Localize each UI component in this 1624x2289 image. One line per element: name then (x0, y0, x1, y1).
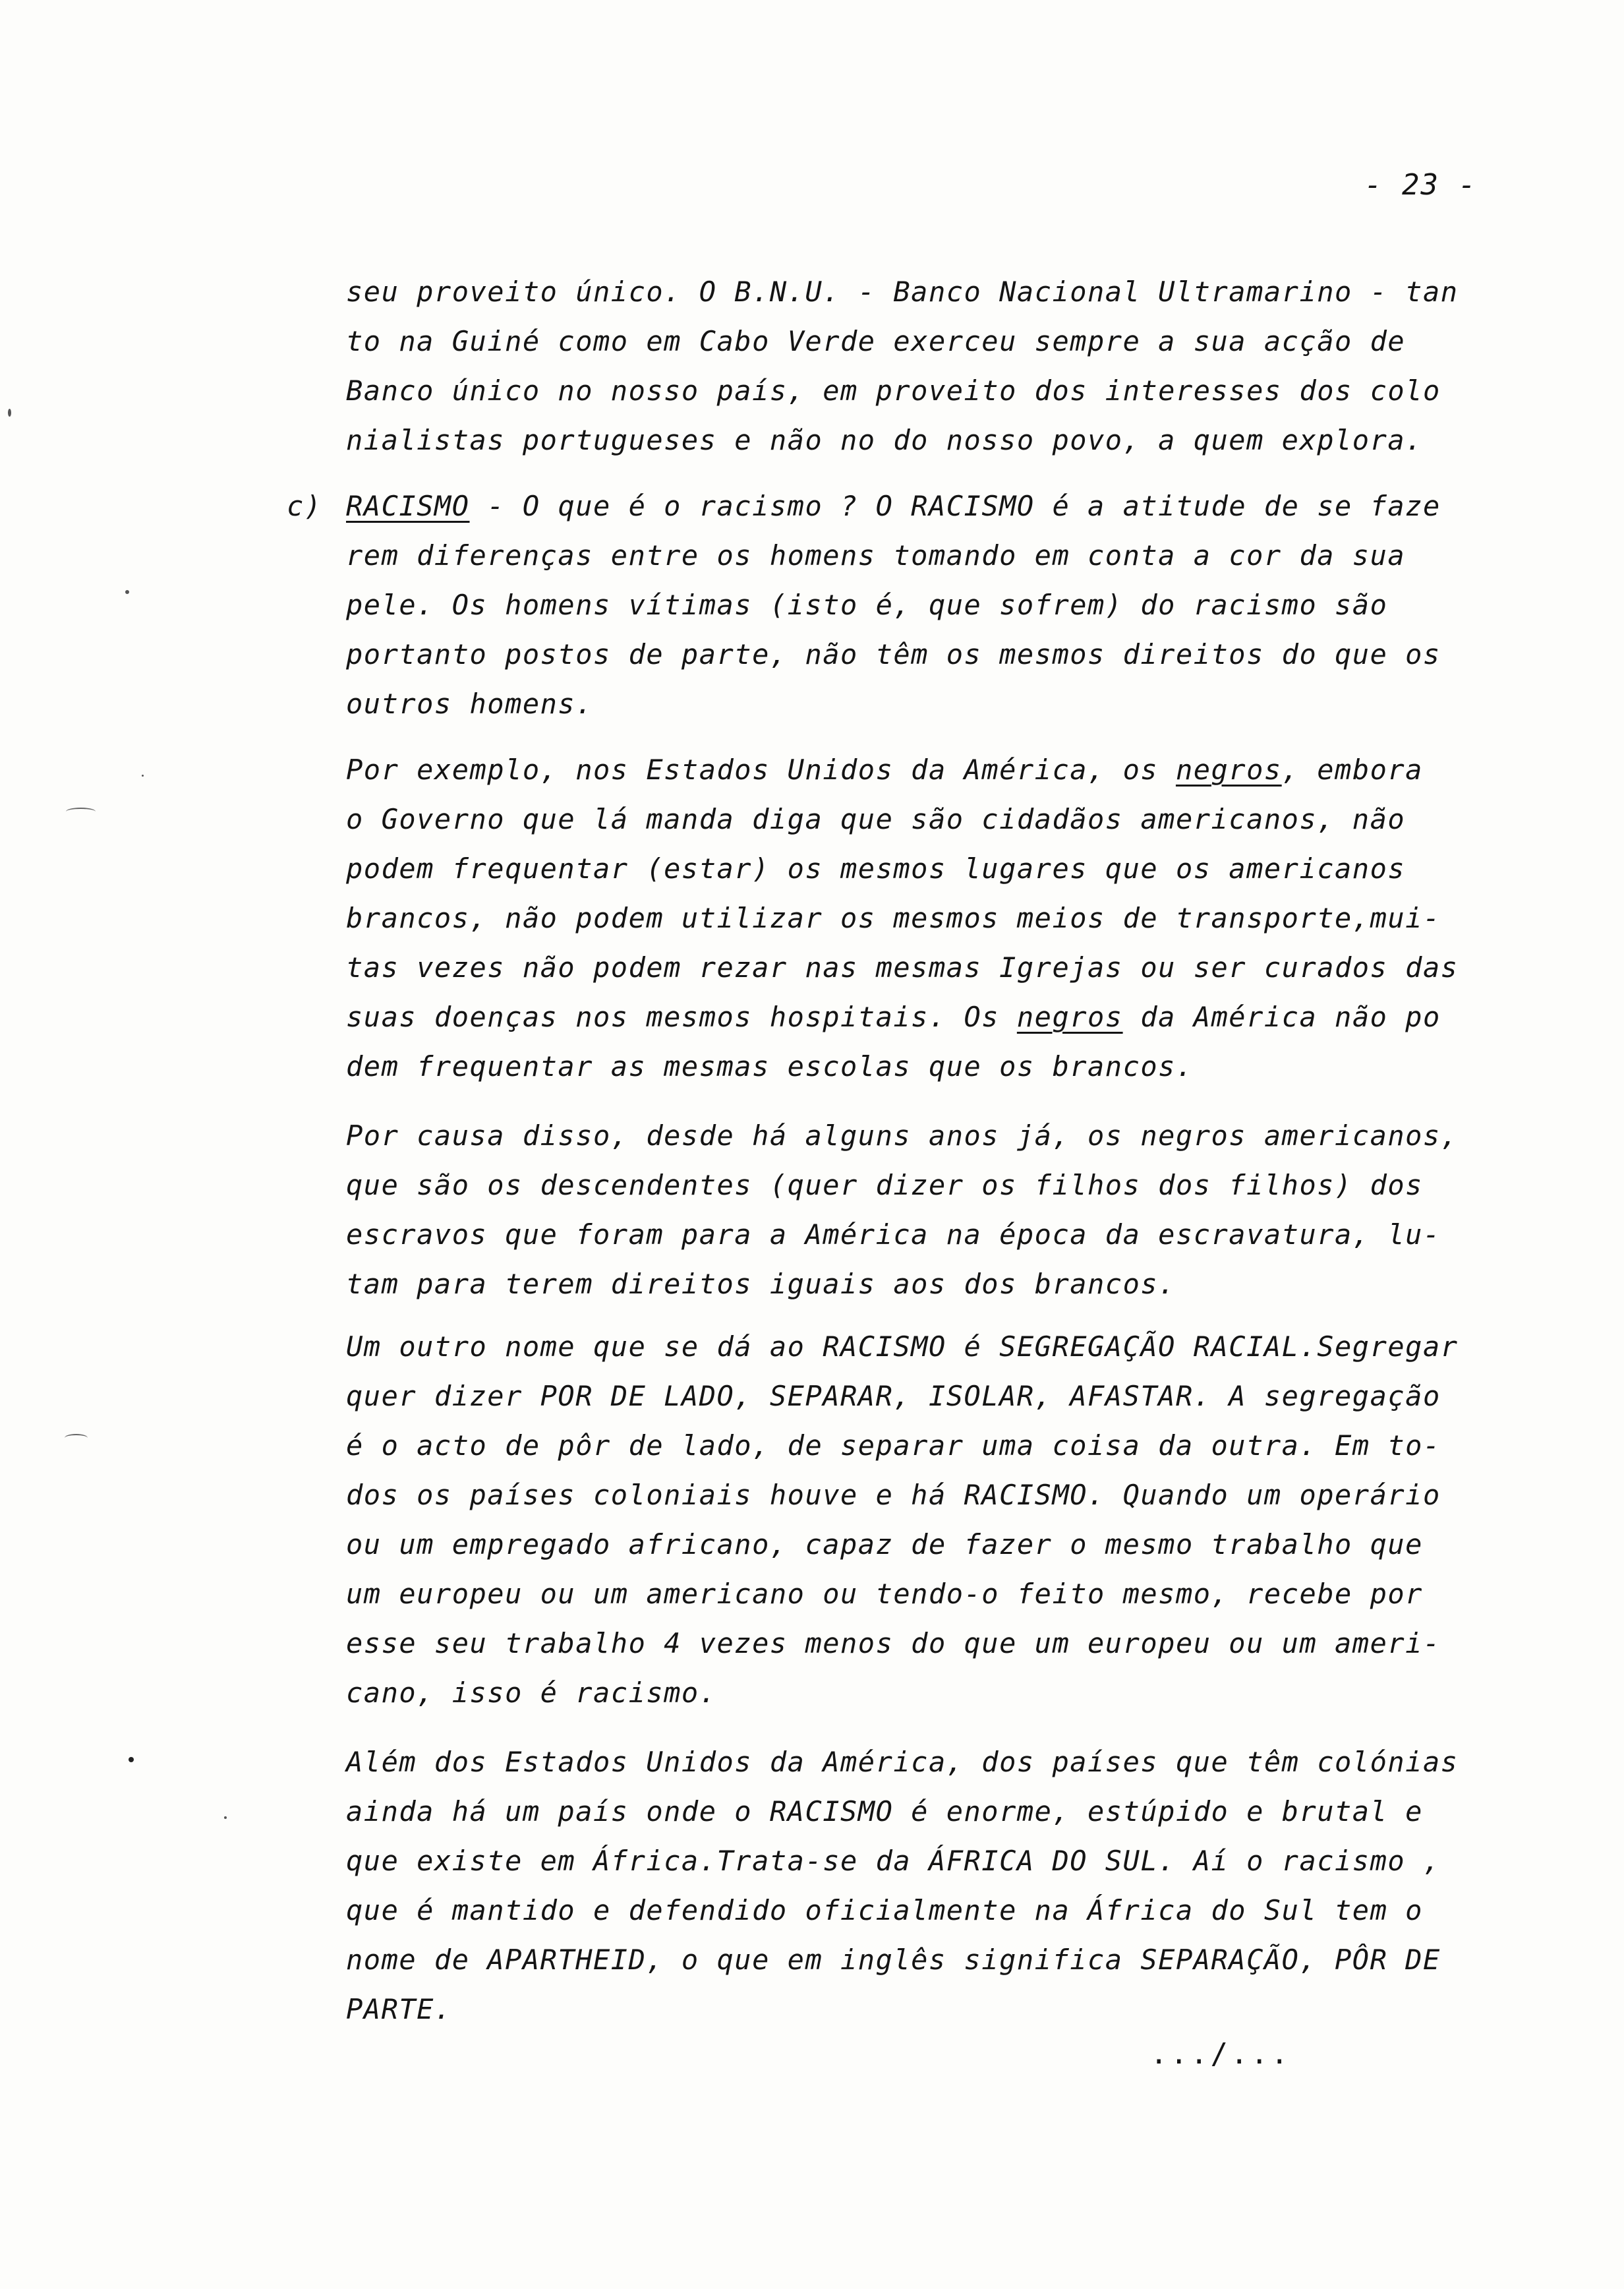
text-line: portanto postos de parte, não têm os mesmos direitos do que os (346, 638, 1441, 670)
underlined-word: negros (1175, 754, 1282, 786)
text-line: Um outro nome que se dá ao RACISMO é SEGREGAÇÃO RACIAL.Segregar (346, 1330, 1459, 1363)
paragraph-usa-example (346, 745, 1592, 1091)
scan-speck (142, 775, 144, 777)
text-line: Além dos Estados Unidos da América, dos países que têm colónias (346, 1746, 1459, 1778)
text-line: um europeu ou um americano ou tendo-o feito mesmo, recebe por (346, 1578, 1423, 1610)
text-line: tam para terem direitos iguais aos dos brancos. (346, 1268, 1176, 1300)
text-line: dem frequentar as mesmas escolas que os brancos. (346, 1050, 1194, 1083)
text-line: Por causa disso, desde há alguns anos já, os negros americanos, (346, 1119, 1459, 1152)
scan-speck (8, 409, 11, 417)
text-line: que existe em África.Trata-se da ÁFRICA DO SUL. Aí o racismo , (346, 1845, 1441, 1877)
text-line: suas doenças nos mesmos hospitais. Os negros da América não po (346, 1001, 1441, 1033)
text-line: é o acto de pôr de lado, de separar uma coisa da outra. Em to- (346, 1429, 1441, 1462)
text-line (346, 481, 1592, 531)
text-fragment: - O que é o racismo ? O RACISMO é a atitude de se faze (469, 490, 1441, 522)
text-line: pele. Os homens vítimas (isto é, que sofrem) do racismo são (346, 589, 1388, 621)
text-line: nialistas portugueses e não no do nosso povo, a quem explora. (346, 424, 1423, 456)
section-heading: RACISMO (346, 490, 470, 522)
text-line: ou um empregado africano, capaz de fazer o mesmo trabalho que (346, 1528, 1423, 1561)
scan-speck (224, 1816, 227, 1819)
text-line: brancos, não podem utilizar os mesmos meios de transporte,mui- (346, 902, 1441, 934)
continuation-mark: .../... (1150, 2037, 1291, 2071)
text-line: que são os descendentes (quer dizer os filhos dos filhos) dos (346, 1169, 1423, 1201)
list-marker: c) (287, 490, 322, 522)
paragraph-bnu (346, 267, 1592, 465)
text-line: o Governo que lá manda diga que são cidadãos americanos, não (346, 803, 1406, 835)
text-line: rem diferenças entre os homens tomando em conta a cor da sua (346, 539, 1406, 572)
underlined-word: negros (1016, 1001, 1123, 1033)
scan-speck (125, 590, 129, 594)
text-line: cano, isso é racismo. (346, 1677, 717, 1709)
text-line: escravos que foram para a América na época da escravatura, lu- (346, 1218, 1441, 1251)
text-line: tas vezes não podem rezar nas mesmas Igrejas ou ser curados das (346, 951, 1459, 984)
text-line: Banco único no nosso país, em proveito dos interesses dos colo (346, 374, 1441, 407)
text-line: ainda há um país onde o RACISMO é enorme, estúpido e brutal e (346, 1795, 1423, 1828)
text-line: seu proveito único. O B.N.U. - Banco Nacional Ultramarino - tan (346, 276, 1459, 308)
text-line: outros homens. (346, 688, 594, 720)
text-line: que é mantido e defendido oficialmente na África do Sul tem o (346, 1894, 1423, 1926)
text-line: podem frequentar (estar) os mesmos lugares que os americanos (346, 852, 1406, 885)
text-line: PARTE. (346, 1993, 452, 2025)
text-line: nome de APARTHEID, o que em inglês significa SEPARAÇÃO, PÔR DE (346, 1944, 1441, 1976)
scan-mark (65, 1434, 88, 1442)
scan-speck (129, 1757, 134, 1762)
page-number: - 23 - (1364, 168, 1477, 202)
text-line: to na Guiné como em Cabo Verde exerceu sempre a sua acção de (346, 325, 1406, 357)
scan-mark (66, 808, 96, 816)
paragraph-apartheid (346, 1737, 1592, 2034)
paragraph-racismo-definition (346, 481, 1592, 728)
text-line: esse seu trabalho 4 vezes menos do que um europeu ou um ameri- (346, 1627, 1441, 1659)
text-line: quer dizer POR DE LADO, SEPARAR, ISOLAR, AFASTAR. A segregação (346, 1380, 1441, 1412)
paragraph-civil-rights (346, 1111, 1592, 1309)
text-line: Por exemplo, nos Estados Unidos da América, os negros, embora (346, 754, 1423, 786)
text-line: dos os países coloniais houve e há RACISMO. Quando um operário (346, 1479, 1441, 1511)
paragraph-segregation (346, 1322, 1592, 1717)
